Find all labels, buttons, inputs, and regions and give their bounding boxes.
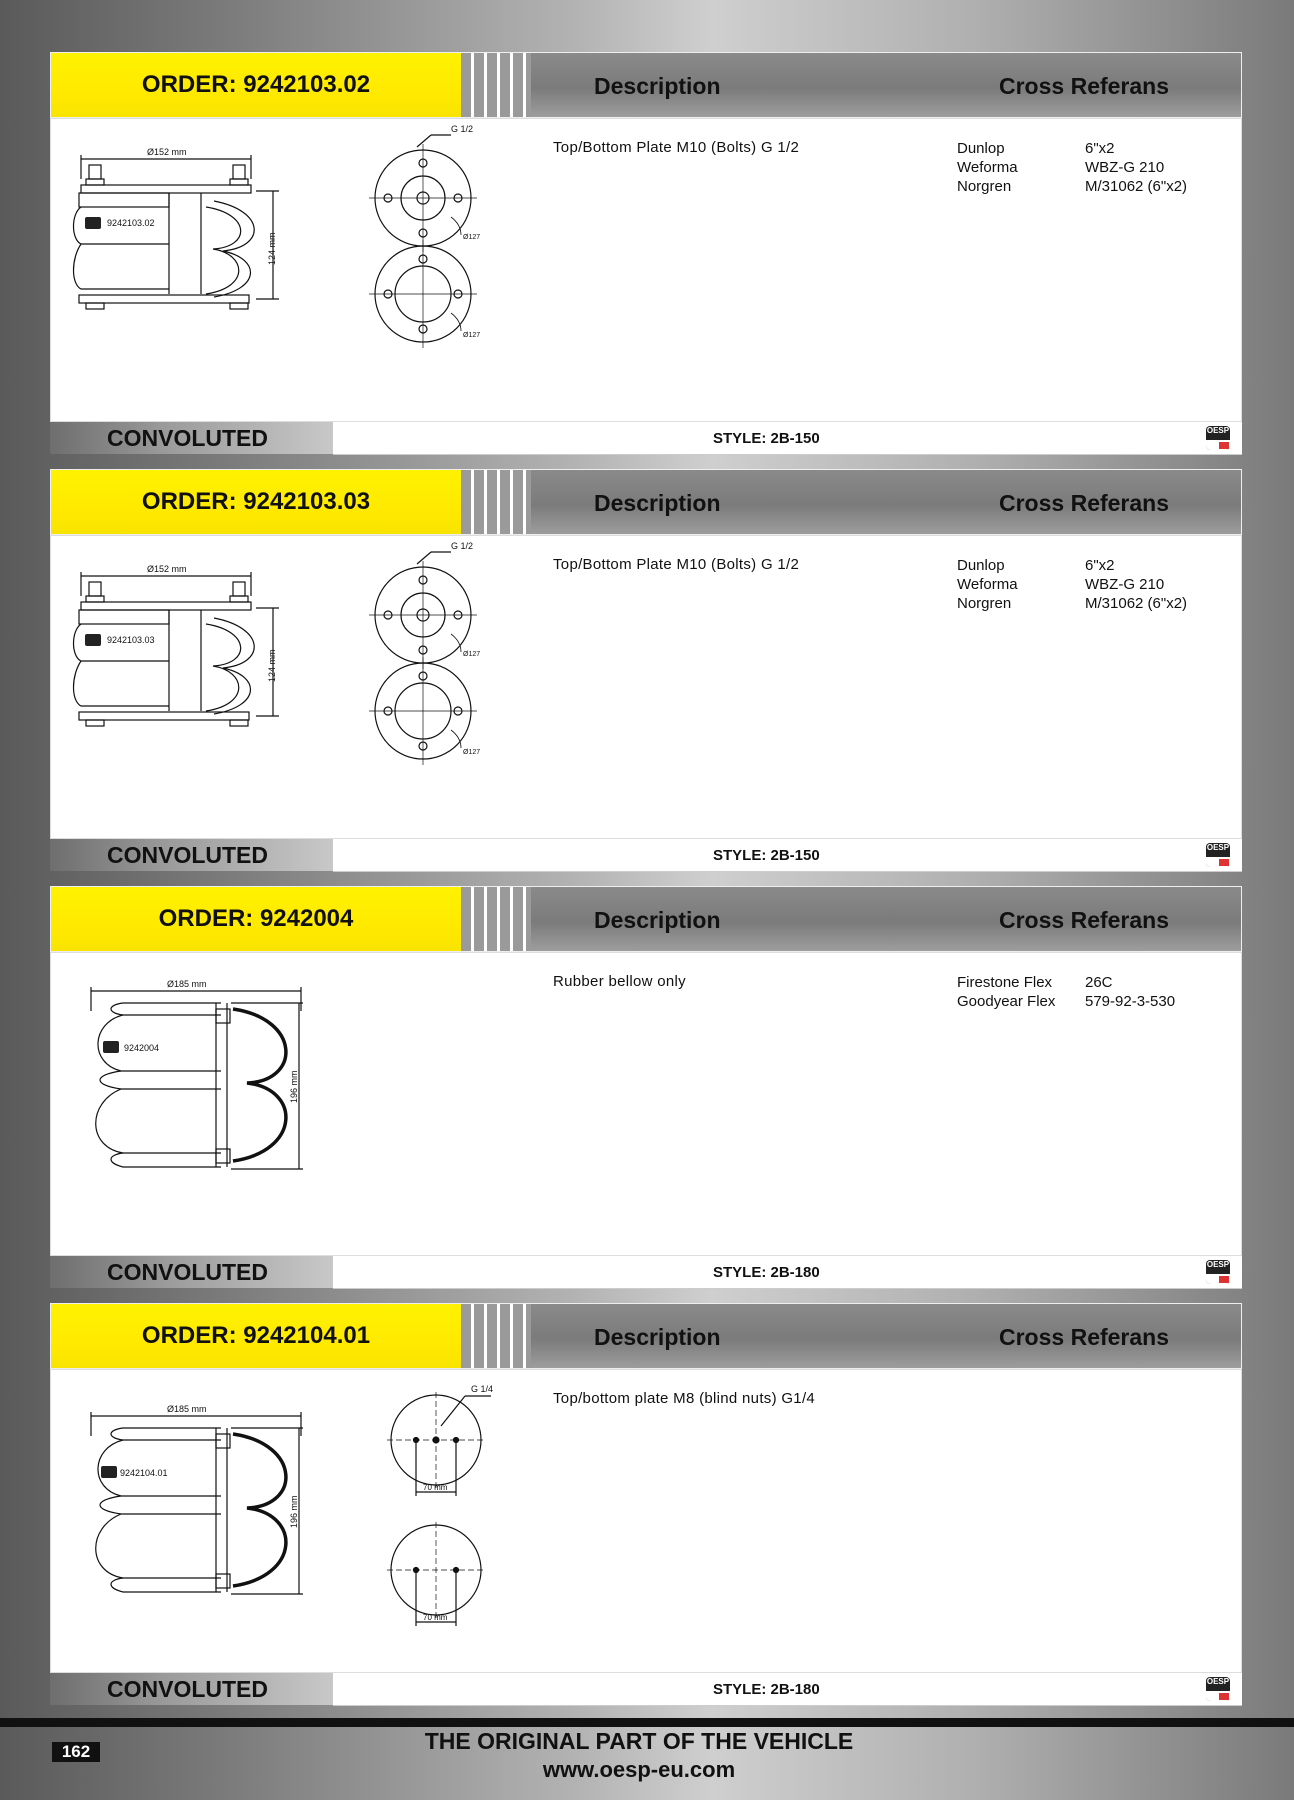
cross-reference-heading: Cross Referans <box>999 907 1170 933</box>
card-header <box>50 52 1242 118</box>
oesp-logo-icon <box>85 634 101 646</box>
product-description: Top/bottom plate M8 (blind nuts) G1/4 <box>553 1390 816 1407</box>
part-number-label: 9242103.03 <box>107 635 155 645</box>
style-label: STYLE: 2B-180 <box>713 1681 820 1698</box>
product-description: Top/Bottom Plate M10 (Bolts) G 1/2 <box>553 556 800 573</box>
cross-reference-list <box>957 556 1187 613</box>
oesp-logo-icon: OESP <box>1206 1260 1230 1284</box>
header-bar <box>531 887 1241 951</box>
card-body <box>50 535 1242 839</box>
card-footer <box>50 422 1242 456</box>
product-card <box>50 469 1242 873</box>
page-number: 162 <box>52 1742 100 1762</box>
style-label: STYLE: 2B-150 <box>713 430 820 447</box>
header-stripes <box>461 470 531 534</box>
port-label: G 1/2 <box>451 124 474 134</box>
diameter-label: Ø185 mm <box>167 979 207 989</box>
oesp-logo-icon: OESP <box>1206 1677 1230 1701</box>
header-bar <box>531 1304 1241 1368</box>
oesp-logo-icon <box>85 217 101 229</box>
footer-divider <box>0 1718 1294 1727</box>
category-label: CONVOLUTED <box>50 1673 333 1705</box>
category-label: CONVOLUTED <box>50 422 333 454</box>
technical-drawing <box>51 953 571 1255</box>
product-card <box>50 886 1242 1290</box>
cross-reference-list <box>957 139 1187 196</box>
header-stripes <box>461 887 531 951</box>
part-number-label: 9242004 <box>124 1043 160 1053</box>
cross-reference-row: Goodyear Flex 579-92-3-530 <box>957 993 1176 1010</box>
plate-diameter-label: Ø127 <box>463 332 481 339</box>
header-stripes <box>461 53 531 117</box>
height-label: 124 mm <box>267 232 277 265</box>
footer-website-link[interactable]: www.oesp-eu.com <box>542 1757 736 1782</box>
card-body <box>50 952 1242 1256</box>
diameter-label: Ø185 mm <box>167 1404 207 1414</box>
diameter-label: Ø152 mm <box>147 147 187 157</box>
product-card <box>50 1303 1242 1707</box>
header-stripes <box>461 1304 531 1368</box>
product-description: Top/Bottom Plate M10 (Bolts) G 1/2 <box>553 139 800 156</box>
order-number: ORDER: 9242004 <box>51 887 461 951</box>
technical-drawing <box>51 1370 571 1672</box>
cross-reference-row: Dunlop 6"x2 <box>957 140 1115 157</box>
card-body <box>50 118 1242 422</box>
part-number-label: 9242104.01 <box>120 1468 168 1478</box>
height-label: 124 mm <box>267 649 277 682</box>
category-label: CONVOLUTED <box>50 839 333 871</box>
cross-reference-row: Norgren M/31062 (6"x2) <box>957 595 1188 612</box>
height-label: 196 mm <box>289 1070 299 1103</box>
port-label: G 1/4 <box>471 1384 494 1394</box>
order-number: ORDER: 9242103.03 <box>51 470 461 534</box>
card-footer <box>50 1256 1242 1290</box>
header-bar <box>531 470 1241 534</box>
cross-reference-row: Firestone Flex 26C <box>957 974 1113 991</box>
card-footer <box>50 839 1242 873</box>
card-body <box>50 1369 1242 1673</box>
order-number: ORDER: 9242104.01 <box>51 1304 461 1368</box>
bolt-spacing-label: 70 mm <box>423 1613 448 1622</box>
cross-reference-row: Dunlop 6"x2 <box>957 557 1115 574</box>
category-label: CONVOLUTED <box>50 1256 333 1288</box>
oesp-logo-icon <box>103 1041 119 1053</box>
cross-reference-row: Norgren M/31062 (6"x2) <box>957 178 1188 195</box>
cross-reference-row: Weforma WBZ-G 210 <box>957 159 1165 176</box>
product-description: Rubber bellow only <box>553 973 686 990</box>
technical-drawing <box>51 536 571 838</box>
header-bar <box>531 53 1241 117</box>
height-label: 196 mm <box>289 1495 299 1528</box>
description-heading: Description <box>594 907 721 933</box>
card-header <box>50 1303 1242 1369</box>
description-heading: Description <box>594 1324 721 1350</box>
bolt-spacing-label: 70 mm <box>423 1483 448 1492</box>
style-label: STYLE: 2B-180 <box>713 1264 820 1281</box>
oesp-logo-icon: OESP <box>1206 843 1230 867</box>
cross-reference-list <box>957 973 1175 1011</box>
port-label: G 1/2 <box>451 541 474 551</box>
cross-reference-heading: Cross Referans <box>999 490 1170 516</box>
card-footer <box>50 1673 1242 1707</box>
product-card <box>50 52 1242 456</box>
card-header <box>50 469 1242 535</box>
plate-diameter-label: Ø127 <box>463 651 481 658</box>
cross-reference-heading: Cross Referans <box>999 73 1170 99</box>
cross-reference-heading: Cross Referans <box>999 1324 1170 1350</box>
order-number: ORDER: 9242103.02 <box>51 53 461 117</box>
footer-tagline: THE ORIGINAL PART OF THE VEHICLE <box>424 1728 854 1754</box>
description-heading: Description <box>594 73 721 99</box>
cross-reference-row: Weforma WBZ-G 210 <box>957 576 1165 593</box>
part-number-label: 9242103.02 <box>107 218 155 228</box>
plate-diameter-label: Ø127 <box>463 749 481 756</box>
description-heading: Description <box>594 490 721 516</box>
card-header <box>50 886 1242 952</box>
diameter-label: Ø152 mm <box>147 564 187 574</box>
plate-diameter-label: Ø127 <box>463 234 481 241</box>
oesp-logo-icon <box>101 1466 117 1478</box>
style-label: STYLE: 2B-150 <box>713 847 820 864</box>
technical-drawing <box>51 119 571 421</box>
oesp-logo-icon: OESP <box>1206 426 1230 450</box>
